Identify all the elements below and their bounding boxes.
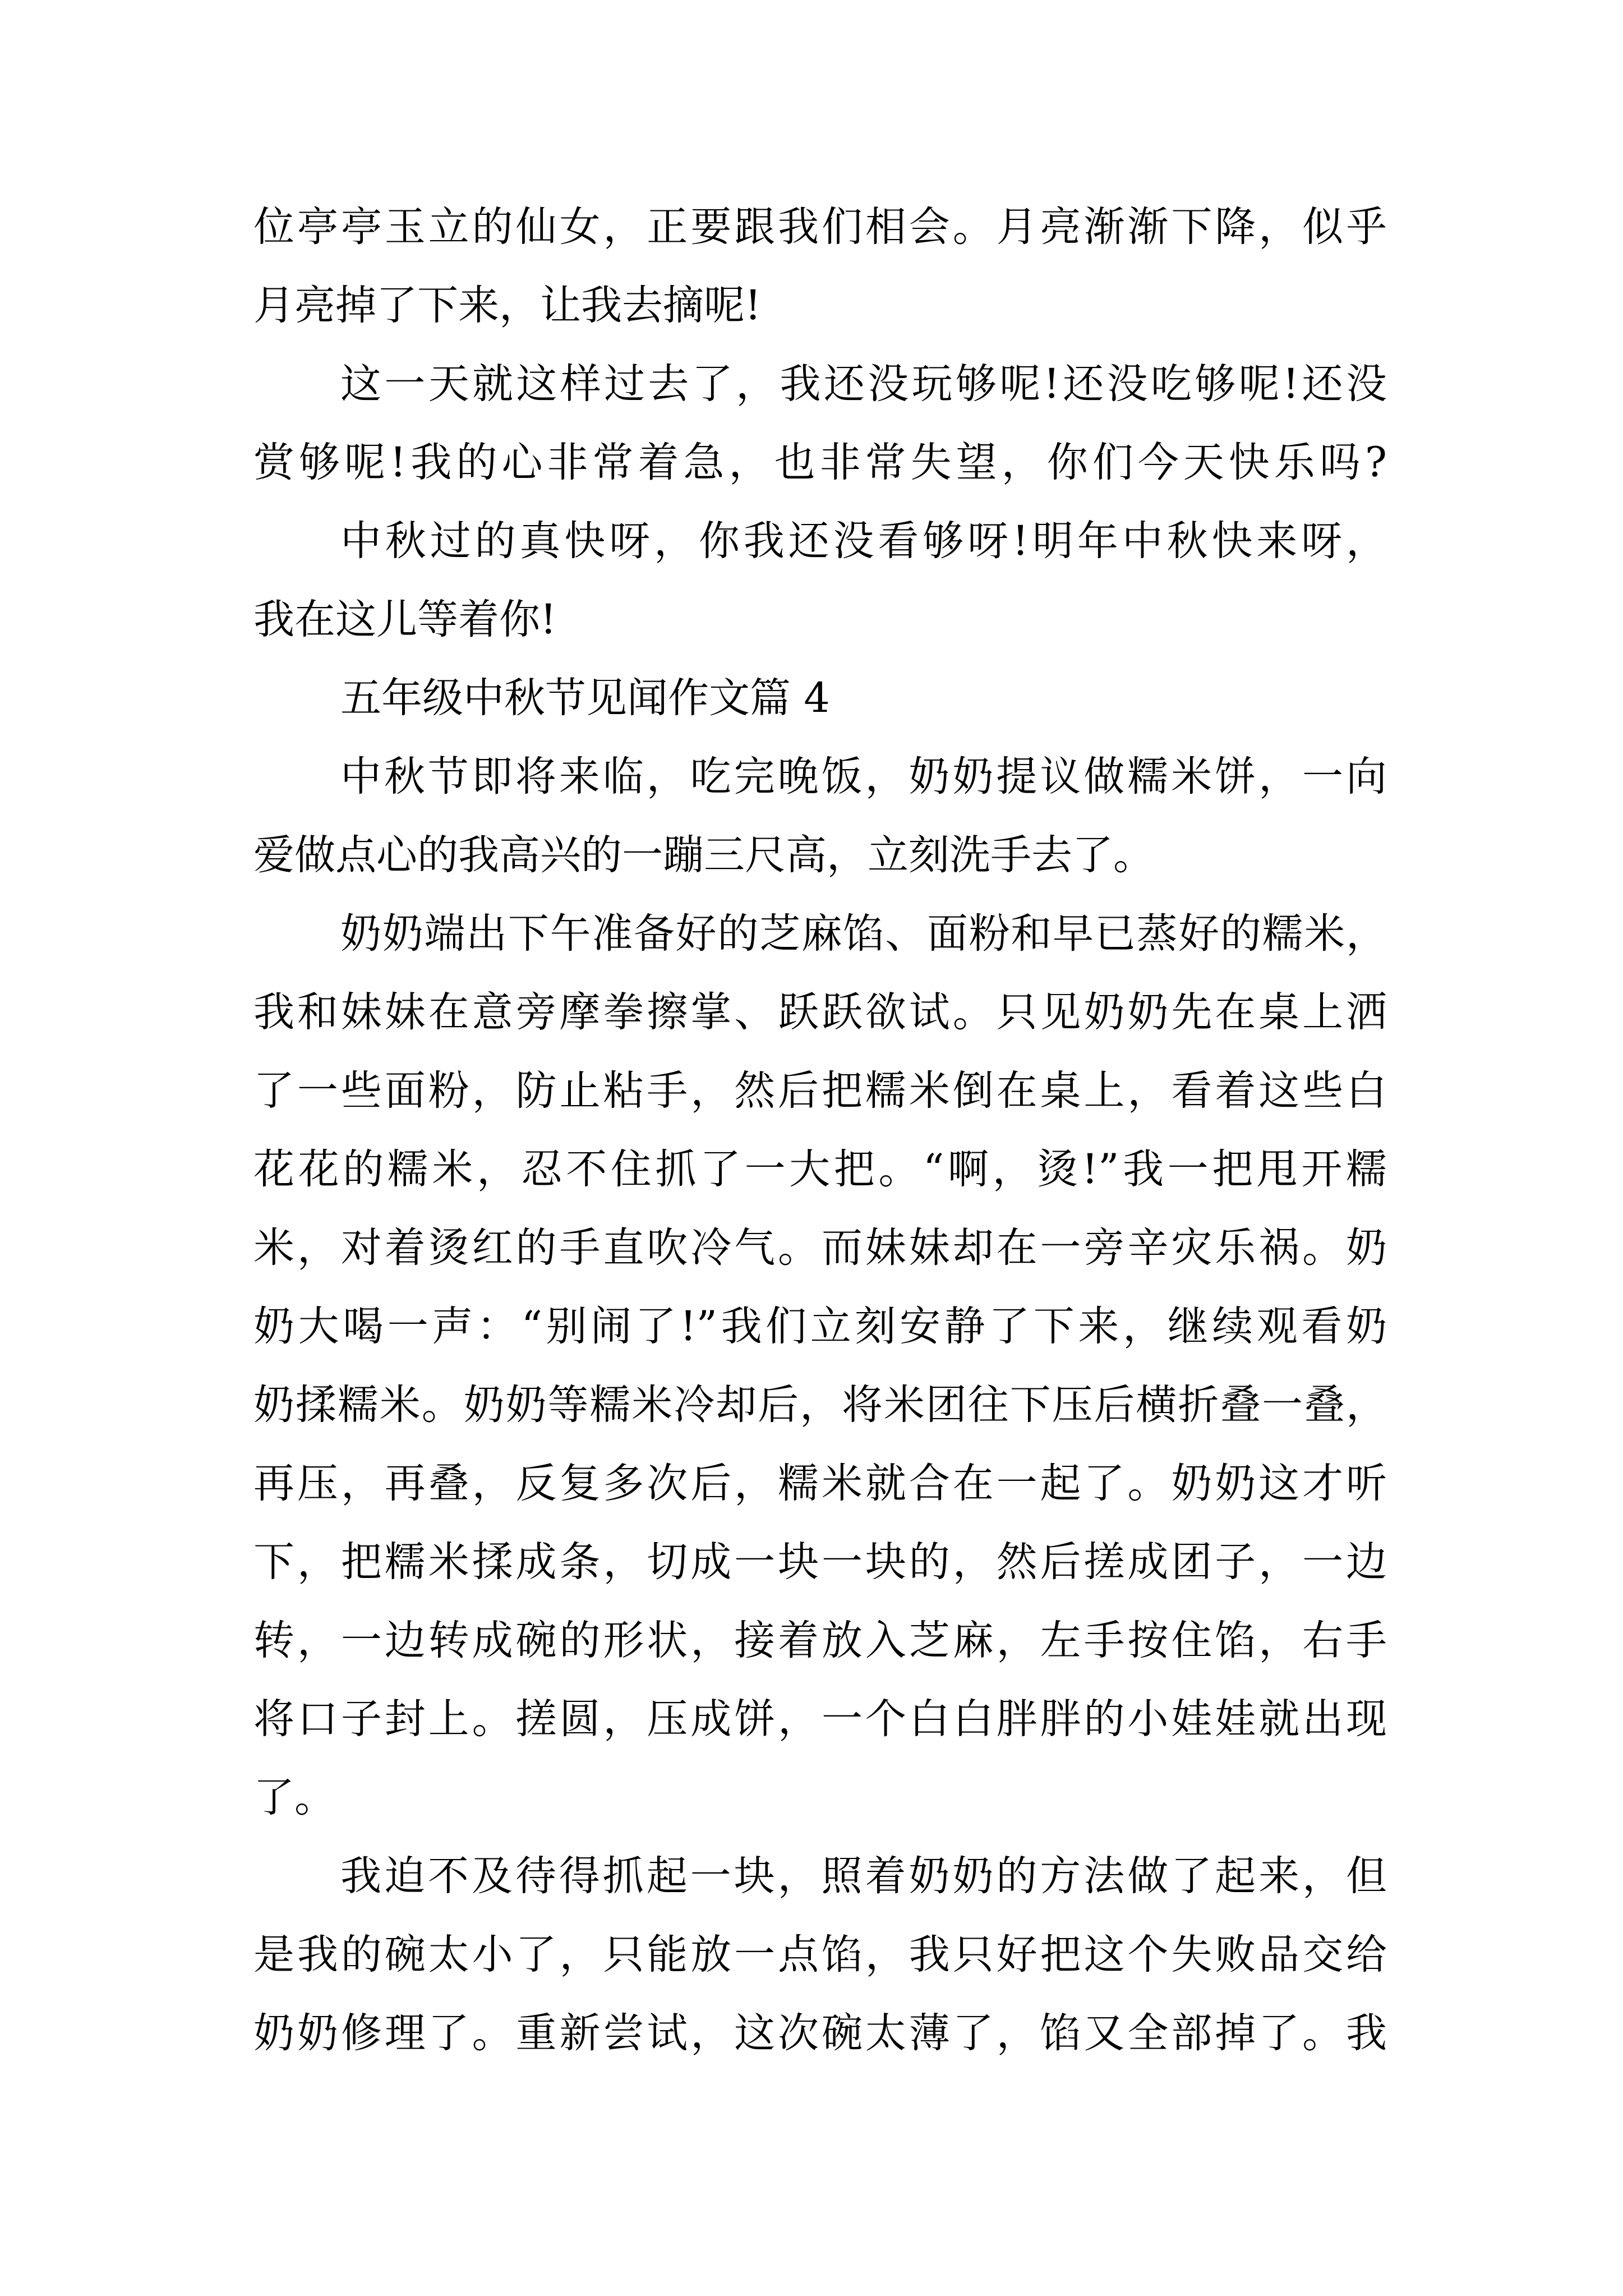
paragraph [253,1837,1387,2073]
text-line: 中秋节即将来临，吃完晚饭，奶奶提议做糯米饼，一向 [340,753,1387,800]
text-line: 我在这儿等着你! [253,596,557,643]
text-line: 奶奶端出下午准备好的芝麻馅、面粉和早已蒸好的糯米， [340,910,1387,958]
text-line: 奶奶修理了。重新尝试，这次碗太薄了，馅又全部掉了。我 [253,2009,1387,2057]
text-line: 花花的糯米，忍不住抓了一大把。“啊，烫!”我一把甩开糯 [253,1145,1387,1193]
paragraph [253,345,1387,502]
text-line: 月亮掉了下来，让我去摘呢! [253,282,762,329]
text-line: 位亭亭玉立的仙女，正要跟我们相会。月亮渐渐下降，似乎 [253,203,1387,251]
text-line: 赏够呢!我的心非常着急，也非常失望，你们今天快乐吗? [253,439,1387,486]
text-line: 我迫不及待得抓起一块，照着奶奶的方法做了起来，但 [340,1852,1387,1900]
paragraph [253,738,1387,895]
text-line: 这一天就这样过去了，我还没玩够呢!还没吃够呢!还没 [340,360,1387,408]
text-line: 了。 [253,1774,335,1821]
section-heading [253,659,1387,738]
text-line: 奶大喝一声：“别闹了!”我们立刻安静了下来，继续观看奶 [253,1303,1387,1350]
text-line: 下，把糯米揉成条，切成一块一块的，然后搓成团子，一边 [253,1538,1387,1586]
text-line: 是我的碗太小了，只能放一点馅，我只好把这个失败品交给 [253,1931,1387,1978]
text-line: 奶揉糯米。奶奶等糯米冷却后，将米团往下压后横折叠一叠， [253,1381,1387,1429]
text-line: 了一些面粉，防止粘手，然后把糯米倒在桌上，看着这些白 [253,1067,1387,1115]
paragraph [253,895,1387,1837]
text-line: 米，对着烫红的手直吹冷气。而妹妹却在一旁辛灾乐祸。奶 [253,1224,1387,1272]
text-line: 中秋过的真快呀，你我还没看够呀!明年中秋快来呀， [340,517,1387,565]
section-heading-text: 五年级中秋节见闻作文篇 4 [340,674,830,722]
document-body [253,188,1387,2073]
paragraph-continued [253,188,1387,345]
text-line: 我和妹妹在意旁摩拳擦掌、跃跃欲试。只见奶奶先在桌上洒 [253,988,1387,1036]
text-line: 将口子封上。搓圆，压成饼，一个白白胖胖的小娃娃就出现 [253,1695,1387,1743]
paragraph [253,502,1387,659]
text-line: 再压，再叠，反复多次后，糯米就合在一起了。奶奶这才听 [253,1460,1387,1507]
text-line: 爱做点心的我高兴的一蹦三尺高，立刻洗手去了。 [253,831,1154,879]
text-line: 转，一边转成碗的形状，接着放入芝麻，左手按住馅，右手 [253,1617,1387,1664]
